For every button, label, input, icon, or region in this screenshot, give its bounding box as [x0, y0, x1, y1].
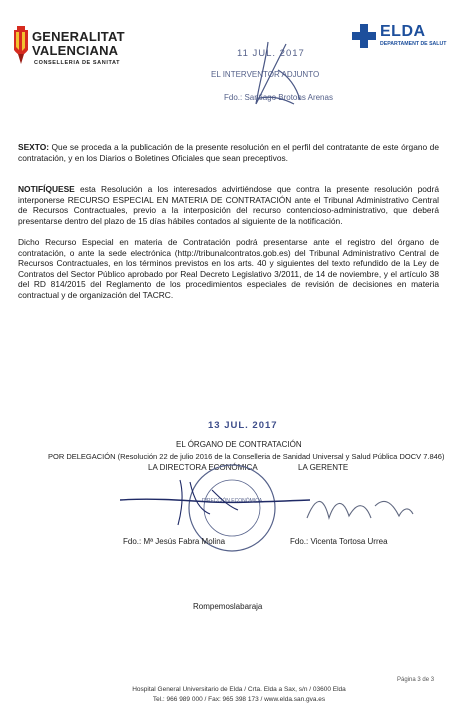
footer-contact: Tel.: 966 989 000 / Fax: 965 398 173 / www.elda.san.gva.es — [152, 696, 326, 703]
gerente-title: LA GERENTE — [298, 463, 349, 472]
stamp-date-top: 11 JUL. 2017 — [237, 48, 305, 59]
footer-address: Hospital General Universitario de Elda / Crta. Elda a Sax, s/n / 03600 Elda — [132, 686, 346, 693]
delegacion-line: POR DELEGACIÓN (Resolución 22 de julio 2016 de la Conselleria de Sanidad Universal y Salud Pública DOCV 7.846) — [48, 452, 445, 461]
medical-cross-icon — [352, 24, 376, 48]
signature-tortosa — [305, 488, 415, 528]
logo-line-3: CONSELLERIA DE SANITAT — [34, 60, 121, 66]
logo-line-1: GENERALITAT — [32, 29, 125, 44]
directora-title: LA DIRECTORA ECONÓMICA — [148, 463, 258, 472]
sexto-paragraph — [18, 142, 439, 163]
notif-text: esta Resolución a los interesados advirtiéndose que contra la presente resolución podrá interponerse RECURSO ESPECIAL EN MATERIA DE CONTRATACIÓN ante el Tribunal Administrativo Central de Recursos Contractuales, previo a la interposición del recurso contencioso-administrativo, que deberá presentarse dentro del plazo de 15 días hábiles contados al siguiente de la notificación. — [18, 184, 439, 226]
notificacion-paragraph — [18, 184, 439, 226]
date-stamp: 13 JUL. 2017 — [208, 420, 278, 431]
elda-logo — [352, 22, 462, 52]
signer-right: Fdo.: Vicenta Tortosa Urrea — [290, 537, 388, 546]
recurso-paragraph: Dicho Recurso Especial en materia de Contratación podrá presentarse ante el registro del órgano de contratación, o ante la sede electrónica (http://tribunalcontratos.gob.es) del Tribunal Administrativo Central de Recursos Contractuales, en los términos previstos en los arts. 40 y siguientes del texto refundido de la Ley de Contratos del Sector Público aprobado por Real Decreto Legislativo 3/2011, de 14 de noviembre, y el artículo 38 del RD 814/2015 del Reglamento de los procedimientos especiales de revisión de decisiones en materia contractual y de organización del TACRC. — [18, 237, 439, 300]
elda-name: ELDA — [380, 23, 426, 40]
seal-text: DIRECCIÓN ECONÓMICA — [201, 498, 263, 504]
stamp-title: EL INTERVENTOR ADJUNTO — [211, 70, 320, 79]
signature-fabra — [120, 470, 310, 530]
signer-left: Fdo.: Mª Jesús Fabra Molina — [123, 537, 226, 546]
coat-of-arms-icon — [12, 26, 30, 66]
stamp-signer: Fdo.: Santiago Brotons Arenas — [224, 93, 333, 102]
sexto-text: Que se proceda a la publicación de la presente resolución en el perfil del contratante de este órgano de contratación, y en los Diarios o Boletines Oficiales que sean preceptivos. — [18, 142, 439, 163]
interventor-signature — [238, 40, 308, 112]
logo-line-2: VALENCIANA — [32, 43, 119, 58]
notif-label: NOTIFÍQUESE — [18, 184, 75, 194]
organo-heading: EL ÓRGANO DE CONTRATACIÓN — [176, 440, 302, 449]
generalitat-logo — [12, 26, 152, 70]
sexto-label: SEXTO: — [18, 142, 50, 152]
page-number: Página 3 de 3 — [397, 677, 435, 683]
misc-text: Rompemoslabaraja — [193, 602, 263, 611]
elda-department: DEPARTAMENT DE SALUT — [380, 41, 447, 47]
